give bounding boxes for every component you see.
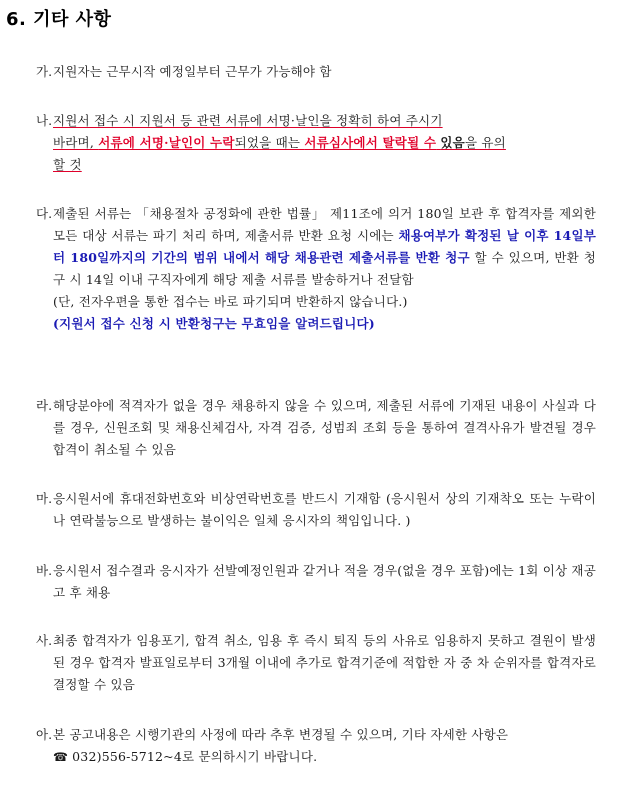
item-text: 본 공고내용은 시행기관의 사정에 따라 추후 변경될 수 있으며, 기타 자세한 사항은 xyxy=(53,727,509,742)
item-marker: 아. xyxy=(36,727,53,742)
item-da xyxy=(36,203,596,335)
item-marker: 다. xyxy=(36,206,53,221)
text-run: 할 수 있으며, 반환 청구 시 14일 이내 구직자에게 해당 제출 서류를 발송하거나 전달함 xyxy=(53,250,596,287)
note-text: (단, 전자우편을 통한 접수는 바로 파기되며 반환하지 않습니다.) xyxy=(53,294,408,309)
item-marker: 가. xyxy=(36,64,53,79)
phone-text: 032)556-5712~4로 문의하시기 바랍니다. xyxy=(72,749,318,764)
warning-text: 서류심사에서 탈락될 수 xyxy=(304,135,437,150)
notice-text: (지원서 접수 신청 시 반환청구는 무효임을 알려드립니다) xyxy=(53,316,375,331)
item-na xyxy=(36,110,596,176)
text-run: 제출된 서류는 「채용절차 공정화에 관한 법률」 제11조에 의거 180일 보관 후 합격자를 제외한 모든 대상 서류는 파기 처리 하며, 제출서류 반환 요청 시에는 xyxy=(53,206,596,243)
item-ra xyxy=(36,395,596,461)
item-ga xyxy=(36,61,596,83)
warning-text: 서류에 서명·날인이 누락 xyxy=(98,135,235,150)
item-marker: 라. xyxy=(36,398,53,413)
item-a xyxy=(36,724,596,768)
emphasis-text: 있음 xyxy=(440,135,465,150)
item-line: 지원서 접수 시 지원서 등 관련 서류에 서명·날인을 정확히 하여 주시기 xyxy=(53,113,443,128)
item-text: 응시원서에 휴대전화번호와 비상연락번호를 반드시 기재함 (응시원서 상의 기재착오 또는 누락이나 연락불능으로 발생하는 불이익은 일체 응시자의 책임입니다. ) xyxy=(53,491,596,528)
item-ba xyxy=(36,560,596,604)
text-run: 을 유의 xyxy=(464,135,506,150)
item-text: 응시원서 접수결과 응시자가 선발예정인원과 같거나 적을 경우(없을 경우 포함)에는 1회 이상 재공고 후 채용 xyxy=(53,563,596,600)
item-marker: 바. xyxy=(36,563,53,578)
contact-line xyxy=(53,746,596,768)
emphasis-text: 채용여부가 확정된 날 이후 14일부터 180일까지의 기간의 범위 내에서 해당 채용관련 제출서류를 반환 청구 xyxy=(53,228,597,265)
item-line xyxy=(53,132,596,154)
item-marker: 마. xyxy=(36,491,53,506)
item-text: 해당분야에 적격자가 없을 경우 채용하지 않을 수 있으며, 제출된 서류에 기재된 내용이 사실과 다를 경우, 신원조회 및 채용신체검사, 자격 검증, 성범죄 조회 등을 통하여 결격사유가 발견될 경우 합격이 취소될 수 있음 xyxy=(53,398,596,457)
item-marker: 사. xyxy=(36,633,53,648)
text-run: 되었을 때는 xyxy=(234,135,305,150)
phone-icon: ☎ xyxy=(53,750,69,764)
item-text: 지원자는 근무시작 예정일부터 근무가 가능해야 함 xyxy=(53,64,332,79)
item-ma xyxy=(36,488,596,532)
text-run: 바라며, xyxy=(53,135,99,150)
page-title: 6. 기타 사항 xyxy=(6,9,112,30)
item-marker: 나. xyxy=(36,113,53,128)
item-text: 최종 합격자가 임용포기, 합격 취소, 임용 후 즉시 퇴직 등의 사유로 임용하지 못하고 결원이 발생된 경우 합격자 발표일로부터 3개월 이내에 추가로 합격기준에 적합한 자 중 차 순위자를 합격자로 결정할 수 있음 xyxy=(53,633,596,692)
item-line: 할 것 xyxy=(53,157,82,172)
item-sa xyxy=(36,630,596,696)
